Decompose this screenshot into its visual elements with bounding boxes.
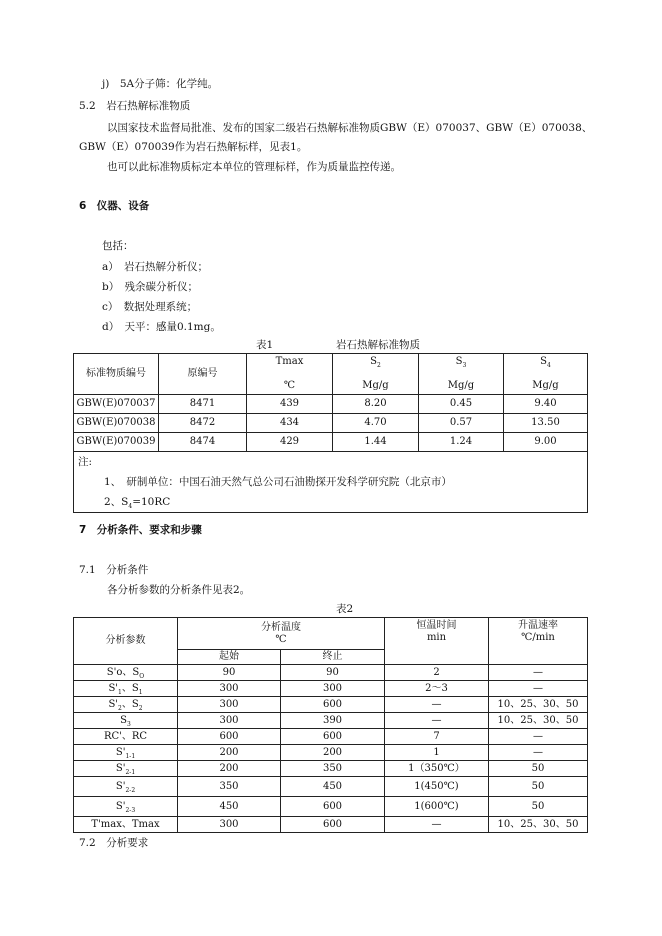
t2-param-cell: $S_3$ (74, 713, 178, 729)
t1-header-s3: $S_3$ Mg/g (419, 354, 504, 395)
t2-end-cell: 350 (281, 761, 385, 777)
t1-cell: 0.57 (419, 414, 504, 433)
t1-header-s2: $S_2$ Mg/g (333, 354, 419, 395)
t2-end-cell: 300 (281, 681, 385, 697)
t2-end-cell: 600 (281, 797, 385, 817)
t2-hold-cell: — (385, 817, 489, 833)
t2-param-cell: S'o、$S_O$ (74, 665, 178, 681)
table1-caption-title: 岩石热解标准物质 (336, 339, 420, 351)
t2-start-cell: 200 (178, 761, 281, 777)
t2-hold-cell: 1（350℃） (385, 761, 489, 777)
t2-end-cell: 600 (281, 697, 385, 713)
t2-param-cell: $S'_1$、$S_1$ (74, 681, 178, 697)
t2-rate-cell: 10、25、30、50 (489, 713, 588, 729)
t2-rate-cell: 10、25、30、50 (489, 697, 588, 713)
table-row (74, 761, 588, 777)
t2-end-cell: 90 (281, 665, 385, 681)
t2-param-cell: $S'_{2-2}$ (74, 777, 178, 797)
t1-header-tmax: Tmax ℃ (247, 354, 333, 395)
t2-param-cell: T'max、Tmax (74, 817, 178, 833)
t2-hold-cell: 2～3 (385, 681, 489, 697)
t2-rate-cell: — (489, 681, 588, 697)
t1-cell: 439 (247, 395, 333, 414)
includes-label: 包括： (102, 240, 134, 252)
t2-header-param: 分析参数 (74, 618, 178, 665)
t2-end-cell: 390 (281, 713, 385, 729)
t1-cell: GBW(E)070037 (74, 395, 159, 414)
list-item-a: a） 岩石热解分析仪； (102, 261, 209, 273)
heading-7-2: 7.2 分析要求 (79, 837, 149, 849)
t1-cell: 1.24 (419, 433, 504, 452)
t2-hold-cell: 1(450℃) (385, 777, 489, 797)
table-row (74, 697, 588, 713)
t2-rate-cell: 10、25、30、50 (489, 817, 588, 833)
t2-rate-cell: 50 (489, 777, 588, 797)
t2-start-cell: 300 (178, 713, 281, 729)
t1-cell: 8.20 (333, 395, 419, 414)
t2-header-hold: 恒温时间 min (385, 618, 489, 665)
table-row (74, 395, 588, 414)
t2-start-cell: 300 (178, 697, 281, 713)
table-row (74, 414, 588, 433)
t2-param-cell: $S'_{1-1}$ (74, 745, 178, 761)
t1-cell: GBW(E)070038 (74, 414, 159, 433)
t2-start-cell: 350 (178, 777, 281, 797)
heading-7-1: 7.1 分析条件 (79, 564, 149, 576)
t2-header-end: 终止 (281, 650, 385, 665)
t2-param-cell: RC'、RC (74, 729, 178, 745)
t1-cell: 9.40 (504, 395, 588, 414)
t2-end-cell: 200 (281, 745, 385, 761)
table-row (74, 681, 588, 697)
list-item-d: d） 天平：感量0.1mg。 (102, 321, 221, 333)
t1-cell: 9.00 (504, 433, 588, 452)
t1-cell: 8471 (159, 395, 247, 414)
t1-cell: 13.50 (504, 414, 588, 433)
t2-hold-cell: 1 (385, 745, 489, 761)
t2-body (74, 665, 588, 833)
t2-rate-cell: 50 (489, 761, 588, 777)
t2-end-cell: 600 (281, 817, 385, 833)
t1-cell: GBW(E)070039 (74, 433, 159, 452)
t1-cell: 1.44 (333, 433, 419, 452)
t2-header-start: 起始 (178, 650, 281, 665)
t2-header-temp: 分析温度 ℃ (178, 618, 385, 650)
t1-cell: 8474 (159, 433, 247, 452)
t2-rate-cell: — (489, 665, 588, 681)
t2-param-cell: $S'_{2-1}$ (74, 761, 178, 777)
t1-notes: 注: 1、 研制单位：中国石油天然气总公司石油勘探开发科学研究院（北京市） 2、$S_4=10RC$ (74, 452, 588, 513)
t2-hold-cell: — (385, 697, 489, 713)
t2-param-cell: $S'_{2-3}$ (74, 797, 178, 817)
t2-start-cell: 300 (178, 817, 281, 833)
t2-hold-cell: 7 (385, 729, 489, 745)
paragraph-7-1: 各分析参数的分析条件见表2。 (107, 584, 251, 596)
t1-header-original: 原编号 (159, 354, 247, 395)
t2-rate-cell: — (489, 729, 588, 745)
table-row (74, 817, 588, 833)
paragraph-line-3: 也可以此标准物质标定本单位的管理标样，作为质量监控传递。 (107, 161, 401, 173)
table-1 (73, 353, 588, 513)
t2-start-cell: 200 (178, 745, 281, 761)
heading-6: 6 仪器、设备 (79, 200, 150, 212)
t1-header-s4: $S_4$ Mg/g (504, 354, 588, 395)
table-row (74, 729, 588, 745)
table-2 (73, 617, 588, 833)
t2-param-cell: $S'_2$、$S_2$ (74, 697, 178, 713)
heading-7: 7 分析条件、要求和步骤 (79, 524, 202, 536)
table-row (74, 665, 588, 681)
t2-start-cell: 600 (178, 729, 281, 745)
t2-hold-cell: 2 (385, 665, 489, 681)
paragraph-line-2: GBW（E）070039作为岩石热解标样，见表1。 (79, 141, 308, 153)
t2-rate-cell: — (489, 745, 588, 761)
t2-header-rate: 升温速率 ℃/min (489, 618, 588, 665)
t2-start-cell: 450 (178, 797, 281, 817)
t2-hold-cell: — (385, 713, 489, 729)
heading-5-2: 5.2 岩石热解标准物质 (79, 100, 191, 112)
t1-cell: 434 (247, 414, 333, 433)
t2-end-cell: 450 (281, 777, 385, 797)
list-item-b: b） 残余碳分析仪； (102, 281, 198, 293)
t1-cell: 0.45 (419, 395, 504, 414)
item-j: j) 5A分子筛：化学纯。 (102, 78, 219, 90)
table-row (74, 433, 588, 452)
table-row (74, 713, 588, 729)
t1-cell: 8472 (159, 414, 247, 433)
table-row (74, 745, 588, 761)
t2-rate-cell: 50 (489, 797, 588, 817)
list-item-c: c） 数据处理系统； (102, 301, 198, 313)
table-row (74, 797, 588, 817)
t2-end-cell: 600 (281, 729, 385, 745)
table-row (74, 777, 588, 797)
t2-start-cell: 300 (178, 681, 281, 697)
t2-hold-cell: 1(600℃) (385, 797, 489, 817)
t1-cell: 4.70 (333, 414, 419, 433)
table1-caption-number: 表1 (256, 339, 274, 351)
paragraph-line-1: 以国家技术监督局批准、发布的国家二级岩石热解标准物质GBW（E）070037、GBW（E）070038、 (107, 122, 593, 134)
t1-cell: 429 (247, 433, 333, 452)
table2-caption: 表2 (336, 603, 354, 615)
t1-header-code: 标准物质编号 (74, 354, 159, 395)
t2-start-cell: 90 (178, 665, 281, 681)
